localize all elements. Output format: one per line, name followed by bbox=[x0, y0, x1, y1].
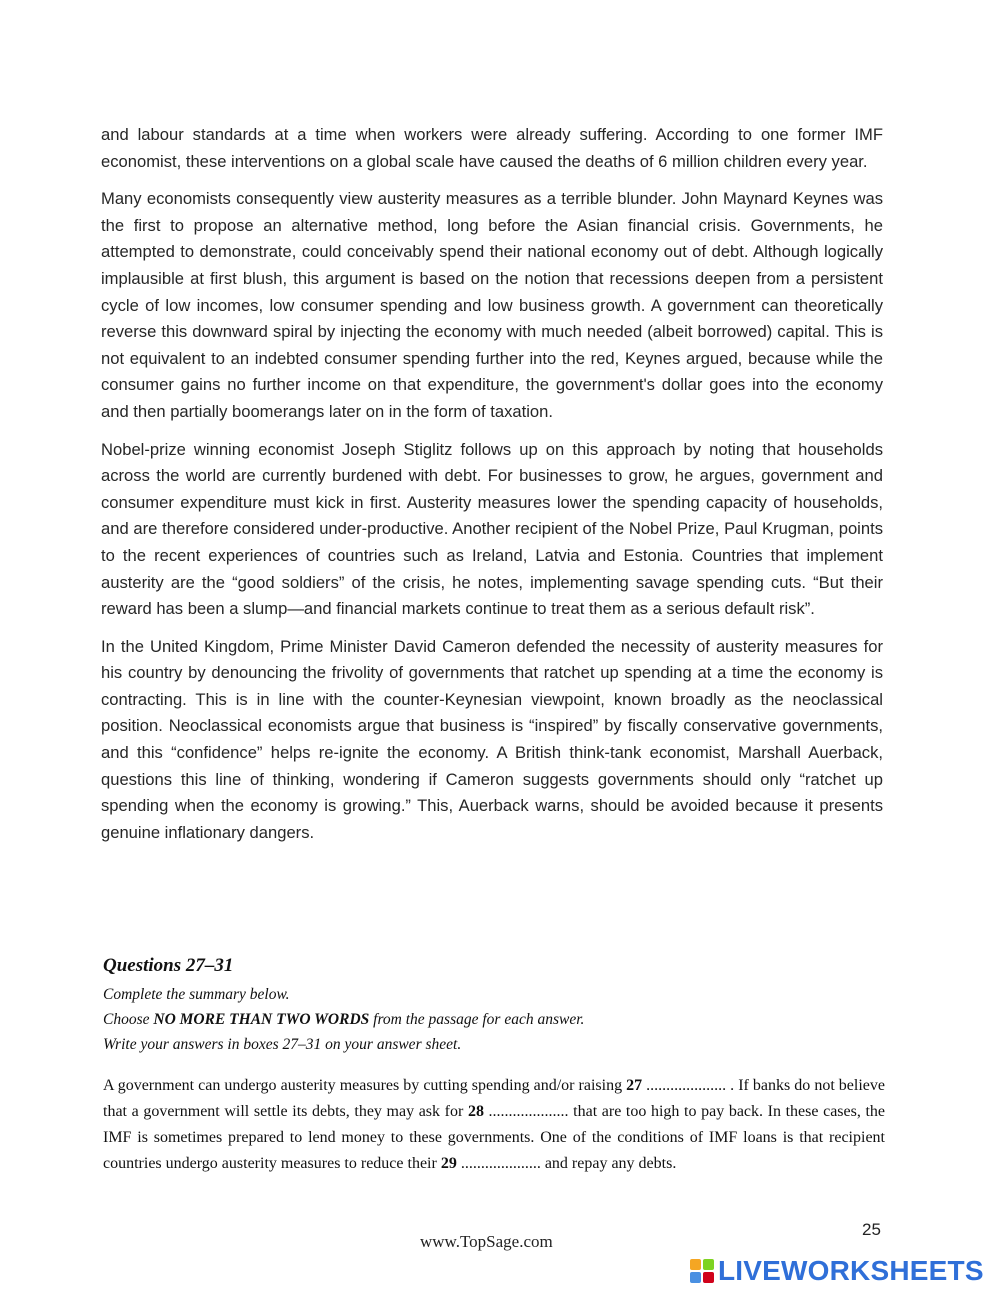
summary-text bbox=[103, 1073, 885, 1177]
answer-gap-28[interactable]: .................... that are too high to pay back. In these cases, the IMF is sometimes prepared to lend money to these governments. One of the conditions of IMF loans is that recipient countries undergo austerity measures to reduce their bbox=[103, 1103, 886, 1172]
instruction-word-limit-bold: NO MORE THAN TWO WORDS bbox=[153, 1011, 370, 1028]
instruction-word-limit bbox=[103, 1007, 885, 1032]
page-number: 25 bbox=[862, 1220, 881, 1239]
question-number-27: 27 bbox=[626, 1077, 643, 1094]
summary-ending: and repay any debts. bbox=[540, 1155, 677, 1172]
summary-sentence-1: A government can undergo austerity measures by cutting spending and/or raising bbox=[103, 1077, 627, 1094]
instruction-complete-summary: Complete the summary below. bbox=[103, 986, 290, 1003]
instruction-word-limit-pre: Choose bbox=[103, 1011, 154, 1028]
liveworksheets-brand-text: LIVEWORKSHEETS bbox=[718, 1255, 984, 1286]
question-number-28: 28 bbox=[467, 1103, 484, 1120]
answer-gap-27[interactable]: .................... . If banks do not believe that a government will settle its debts, they may ask for bbox=[103, 1077, 885, 1120]
liveworksheets-logo-icon bbox=[689, 1258, 715, 1284]
passage-paragraph-4: In the United Kingdom, Prime Minister David Cameron defended the necessity of austerity measures for his country by denouncing the frivolity of governments that ratchet up spending at a time the economy is contracting. This is in line with the counter-Keynesian viewpoint, known broadly as the neoclassical position. Neoclassical economists argue that business is “inspired” by fiscally conservative governments, and this “confidence” helps re-ignite the economy. A British think-tank economist, Marshall Auerback, questions this line of thinking, wondering if Cameron suggests governments should only “ratchet up spending when the economy is growing.” This, Auerback warns, should be avoided because it presents genuine inflationary dangers. bbox=[101, 636, 883, 842]
instruction-answer-sheet: Write your answers in boxes 27–31 on your answer sheet. bbox=[103, 1036, 462, 1053]
answer-gap-29[interactable]: .................... bbox=[456, 1155, 541, 1172]
instruction-word-limit-post: from the passage for each answer. bbox=[369, 1011, 585, 1028]
reading-passage bbox=[101, 122, 883, 857]
website-url: www.TopSage.com bbox=[420, 1232, 553, 1251]
questions-heading: Questions 27–31 bbox=[103, 955, 234, 976]
passage-paragraph-2: Many economists consequently view austerity measures as a terrible blunder. John Maynard Keynes was the first to propose an alternative method, long before the Asian financial crisis. Governments, he attempted to demonstrate, could conceivably spend their national economy out of debt. Although logically implausible at first blush, this argument is based on the notion that recessions deepen from a persistent cycle of low incomes, low consumer spending and low business growth. A government can theoretically reverse this downward spiral by injecting the economy with much needed (albeit borrowed) capital. This is not equivalent to an indebted consumer spending further into the red, Keynes argued, because while the consumer gains no further income on that expenditure, the government's dollar goes into the economy and then partially boomerangs later on in the form of taxation. bbox=[101, 189, 883, 421]
liveworksheets-logo[interactable] bbox=[689, 1255, 984, 1287]
questions-section bbox=[103, 955, 885, 1177]
passage-paragraph-1: and labour standards at a time when workers were already suffering. According to one former IMF economist, these interventions on a global scale have caused the deaths of 6 million children every year. bbox=[101, 125, 883, 171]
passage-paragraph-3: Nobel-prize winning economist Joseph Stiglitz follows up on this approach by noting that households across the world are currently burdened with debt. For businesses to grow, he argues, government and consumer expenditure must kick in first. Austerity measures lower the spending capacity of households, and are therefore considered under-productive. Another recipient of the Nobel Prize, Paul Krugman, points to the recent experiences of countries such as Ireland, Latvia and Estonia. Countries that implement austerity are the “good soldiers” of the crisis, he notes, implementing savage spending cuts. “But their reward has been a slump—and financial markets continue to treat them as a serious default risk”. bbox=[101, 439, 883, 619]
question-number-29: 29 bbox=[440, 1155, 457, 1172]
